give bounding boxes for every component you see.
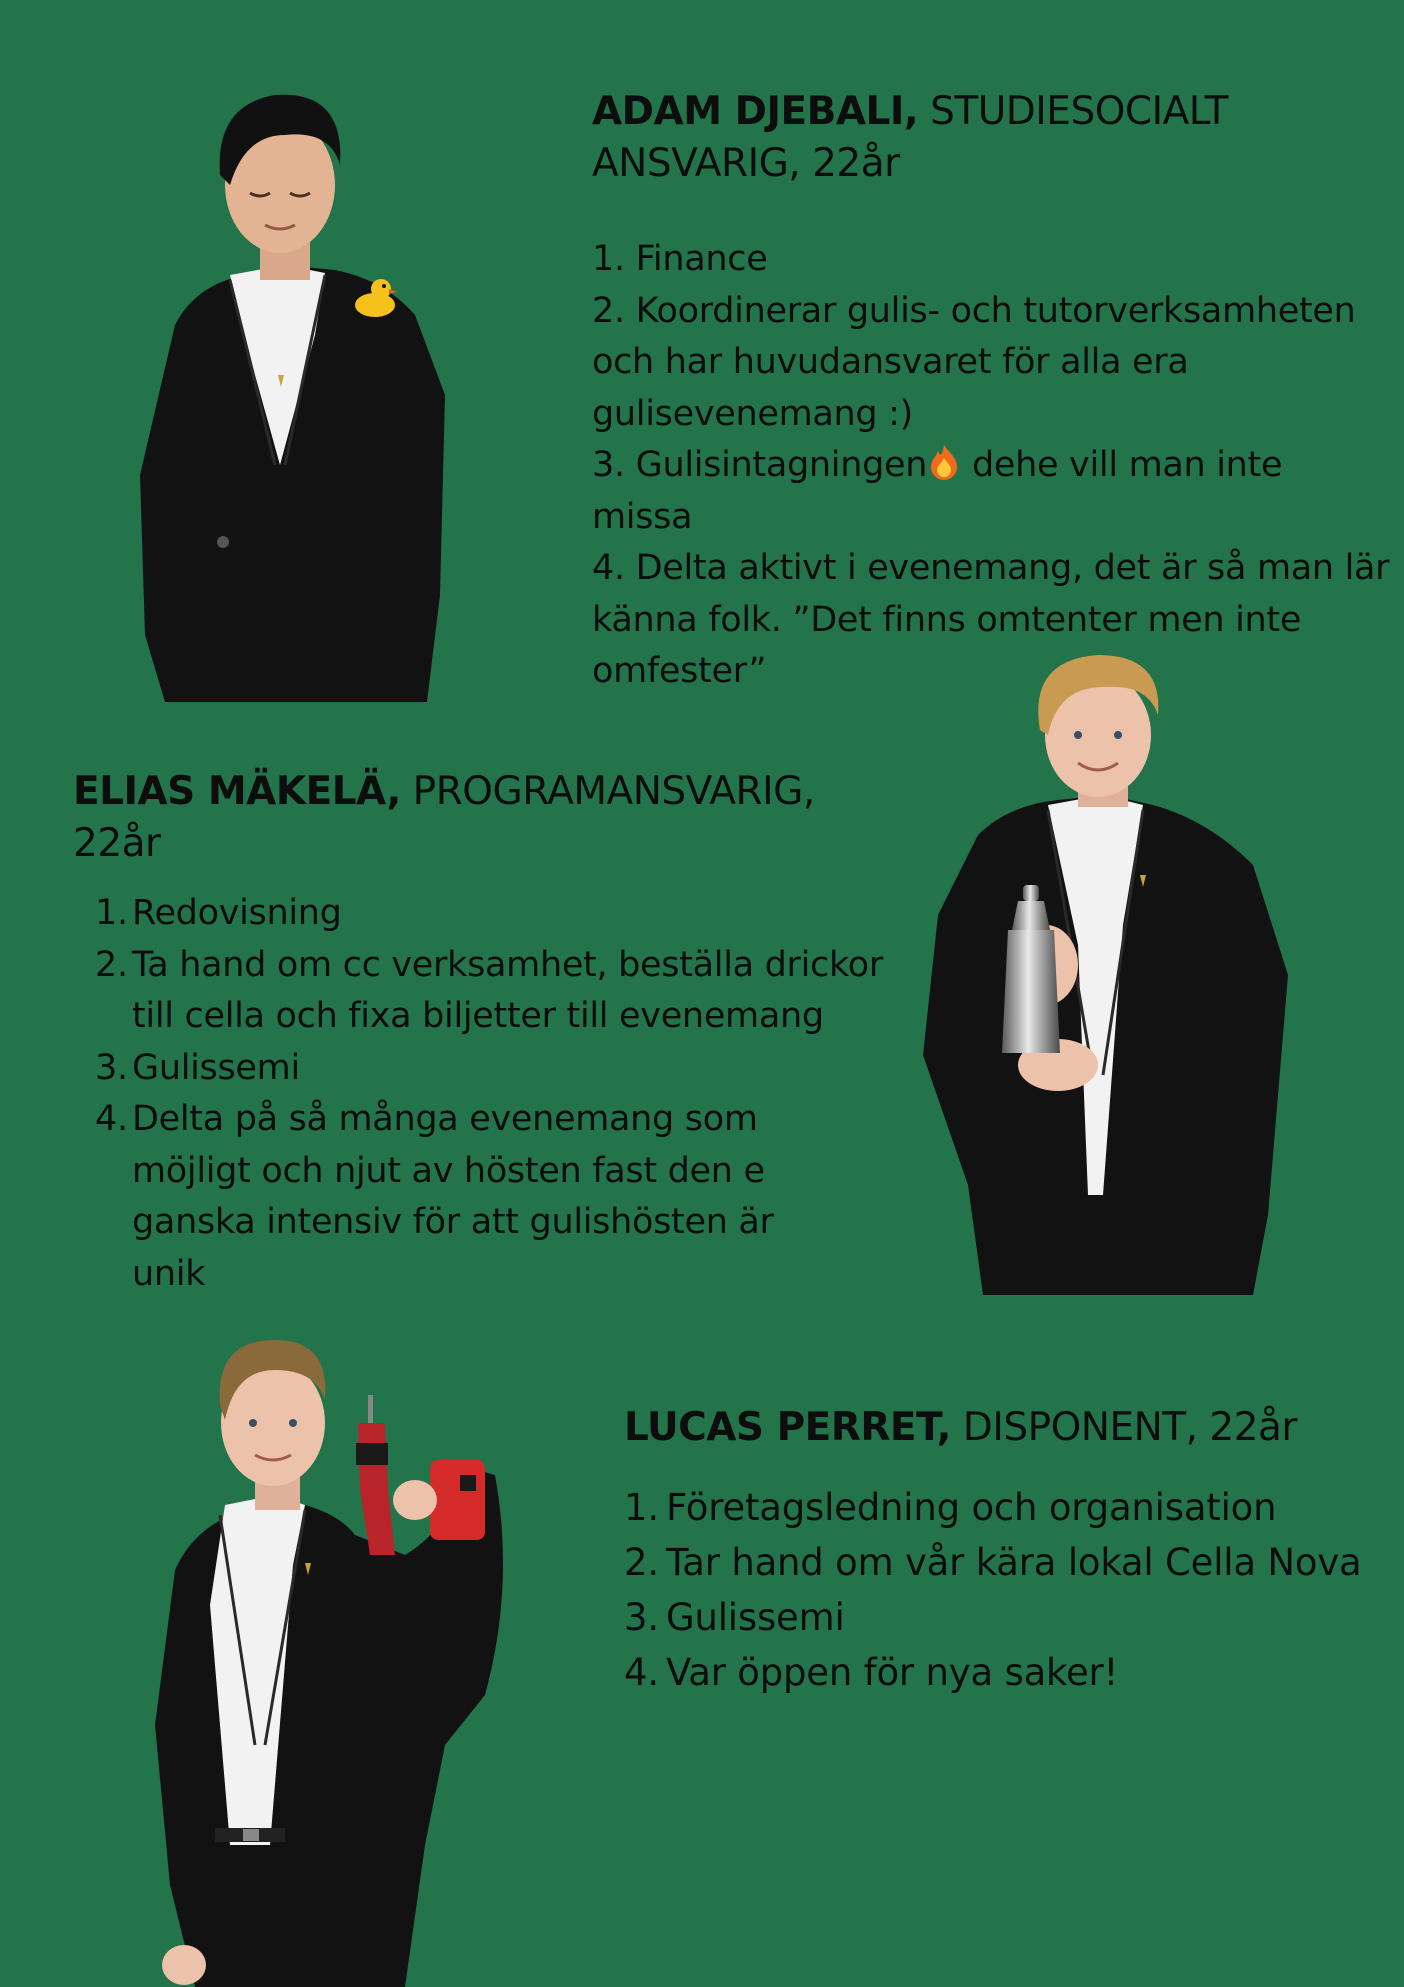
item-number: 4.	[95, 1099, 128, 1139]
member-role-line1: STUDIESOCIALT	[918, 89, 1228, 134]
elias-makela-photo	[918, 655, 1303, 1300]
rubber-duck-icon	[353, 275, 397, 319]
list-item	[73, 1043, 913, 1095]
item-number: 1.	[95, 893, 128, 933]
list-item	[592, 440, 1392, 543]
item-text: dehe vill man inte missa	[592, 445, 1283, 537]
member-role-line2: ANSVARIG, 22år	[592, 141, 900, 186]
adam-djebali-photo	[135, 75, 455, 705]
item-number: 4.	[624, 1651, 659, 1694]
item-text: Gulissemi	[666, 1596, 845, 1639]
item-number: 2.	[624, 1541, 659, 1584]
member-role: DISPONENT, 22år	[950, 1405, 1297, 1450]
item-number: 3.	[624, 1596, 659, 1639]
item-number: 3.	[592, 445, 625, 485]
item-number: 2.	[592, 290, 625, 331]
item-text: Finance	[624, 239, 768, 279]
item-text: Koordinerar gulis- och tutorverksamheten och har huvudansvaret för alla era gulisevenemang :)	[592, 290, 1356, 434]
item-text: Gulissemi	[132, 1047, 300, 1088]
member-elias-makela	[73, 766, 913, 1300]
item-text: Var öppen för nya saker!	[666, 1651, 1119, 1694]
member-name: ELIAS MÄKELÄ,	[73, 769, 401, 814]
item-text: Tar hand om vår kära lokal Cella Nova	[666, 1541, 1362, 1584]
member-name: LUCAS PERRET,	[624, 1405, 951, 1450]
member-adam-djebali	[592, 86, 1392, 698]
member-heading	[73, 766, 913, 870]
fire-emoji-icon	[927, 444, 961, 480]
list-item	[624, 1590, 1384, 1645]
member-role: PROGRAMANSVARIG, 22år	[73, 769, 815, 866]
power-drill-icon	[340, 1395, 485, 1555]
item-number: 4.	[592, 548, 625, 588]
item-text: Ta hand om cc verksamhet, beställa drickor till cella och fixa biljetter till evenemang	[132, 944, 883, 1036]
list-item	[624, 1480, 1384, 1535]
list-item	[624, 1645, 1384, 1700]
item-number: 2.	[95, 944, 128, 985]
member-name: ADAM DJEBALI,	[592, 89, 919, 134]
member-lucas-perret	[624, 1402, 1384, 1700]
member-answers-list	[592, 234, 1392, 698]
list-item	[73, 888, 913, 940]
item-text: Delta aktivt i evenemang, det är så man lär känna folk. ”Det finns omtenter men inte omfester”	[592, 548, 1390, 691]
item-text: Redovisning	[132, 893, 342, 933]
cocktail-shaker-icon	[996, 885, 1066, 1055]
list-item	[73, 940, 913, 1043]
item-text: Delta på så många evenemang som möjligt och njut av hösten fast den e ganska intensiv för att gulishösten är unik	[132, 1099, 774, 1294]
item-number: 3.	[95, 1047, 128, 1088]
member-answers-list	[624, 1480, 1384, 1700]
member-answers-list	[73, 888, 913, 1300]
list-item	[624, 1535, 1384, 1590]
list-item	[592, 234, 1392, 286]
member-heading	[624, 1402, 1384, 1454]
item-text: Gulisintagningen	[624, 445, 928, 485]
member-heading	[592, 86, 1392, 190]
item-number: 1.	[592, 239, 625, 279]
item-text: Företagsledning och organisation	[666, 1486, 1277, 1529]
item-number: 1.	[624, 1486, 659, 1529]
list-item	[592, 286, 1392, 441]
list-item	[73, 1094, 842, 1300]
lucas-perret-photo	[155, 1325, 510, 1987]
